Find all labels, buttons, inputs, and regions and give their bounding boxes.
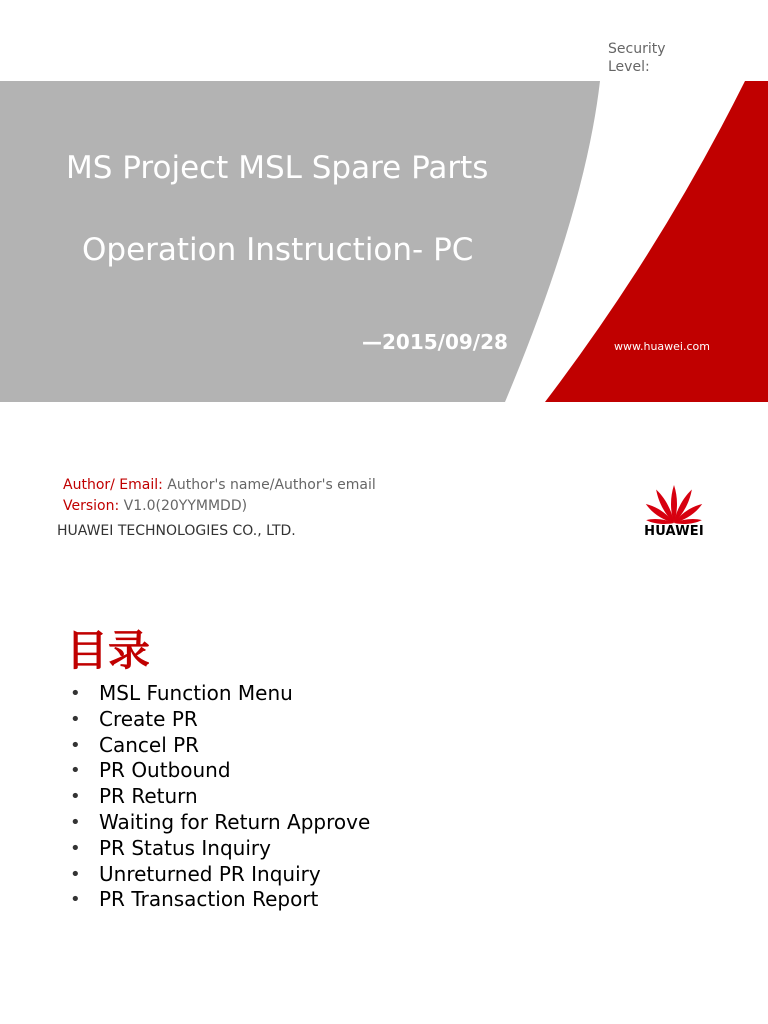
cover-title-line-1: MS Project MSL Spare Parts bbox=[66, 150, 489, 186]
toc-item bbox=[70, 887, 370, 913]
toc-item-label: Unreturned PR Inquiry bbox=[99, 861, 321, 886]
bullet-icon: • bbox=[70, 786, 81, 808]
author-line bbox=[63, 477, 376, 493]
security-level bbox=[608, 40, 666, 76]
toc-item bbox=[70, 733, 370, 759]
version-label: Version: bbox=[63, 498, 120, 514]
toc-list bbox=[70, 681, 370, 913]
toc-item bbox=[70, 810, 370, 836]
toc-item-label: MSL Function Menu bbox=[99, 681, 293, 705]
bullet-icon: • bbox=[70, 837, 81, 859]
author-label: Author/ Email: bbox=[63, 477, 163, 493]
toc-item bbox=[70, 758, 370, 784]
bullet-icon: • bbox=[70, 811, 81, 833]
toc-item bbox=[70, 784, 370, 810]
website-link[interactable]: www.huawei.com bbox=[614, 340, 710, 353]
toc-title: 目录 bbox=[66, 626, 151, 675]
toc-item-label: PR Return bbox=[99, 784, 198, 809]
toc-item bbox=[70, 681, 370, 707]
bullet-icon: • bbox=[70, 863, 81, 885]
security-label-line2: Level: bbox=[608, 59, 650, 75]
toc-item-label: PR Transaction Report bbox=[99, 887, 319, 912]
toc-item-label: Create PR bbox=[99, 706, 198, 731]
company-name: HUAWEI TECHNOLOGIES CO., LTD. bbox=[57, 523, 296, 539]
bullet-icon: • bbox=[70, 683, 81, 704]
author-value: Author's name/Author's email bbox=[162, 477, 376, 493]
bullet-icon: • bbox=[70, 889, 81, 911]
security-label-line1: Security bbox=[608, 41, 666, 57]
toc-item-label: Cancel PR bbox=[99, 732, 200, 757]
bullet-icon: • bbox=[70, 734, 81, 756]
toc-item bbox=[70, 707, 370, 733]
toc-item bbox=[70, 836, 370, 862]
toc-item bbox=[70, 862, 370, 888]
cover-date: —2015/09/28 bbox=[362, 330, 508, 354]
cover-title-line-2: Operation Instruction- PC bbox=[82, 232, 474, 268]
toc-item-label: PR Outbound bbox=[99, 758, 231, 783]
toc-item-label: Waiting for Return Approve bbox=[99, 809, 371, 834]
bullet-icon: • bbox=[70, 760, 81, 782]
version-line bbox=[63, 498, 247, 514]
version-value: V1.0(20YYMMDD) bbox=[119, 498, 248, 514]
toc-item-label: PR Status Inquiry bbox=[99, 835, 271, 860]
bullet-icon: • bbox=[70, 708, 81, 730]
huawei-logo-text: HUAWEI bbox=[644, 524, 704, 539]
